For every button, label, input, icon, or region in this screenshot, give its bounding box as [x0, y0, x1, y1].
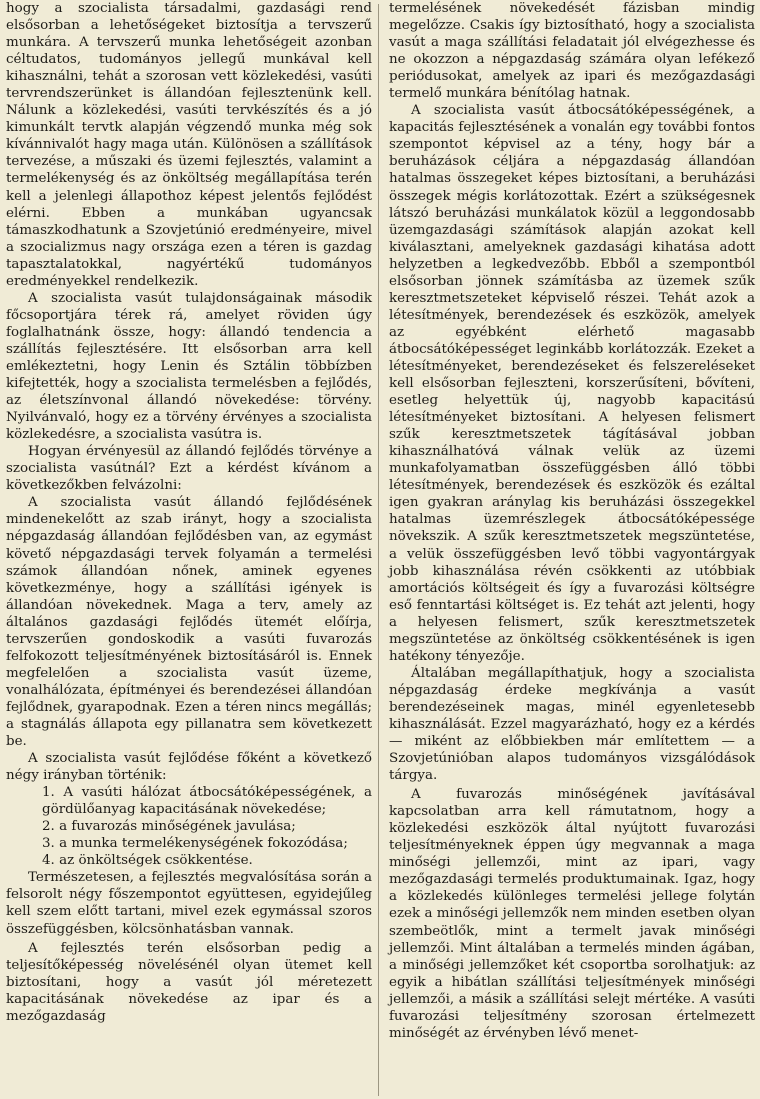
left-paragraph-4: A szocialista vasút állandó fejlődésének mindenekelőtt az szab irányt, hogy a szocialista népgazdaság állandóan fejlődésben van, az egymást követő népgazdasági tervek folyamán a termelési számok állandóan nőnek, aminek egyenes következménye, hogy a szállítási igények is állandóan növekednek. Maga a terv, amely az általános gazdasági fejlődés ütemét előírja, tervszerűen gondoskodik a vasúti fuvarozás felfokozott teljesítményének biztosításáról is. Ennek megfelelően a szocialista vasút üzeme, vonalhálózata, építményei és berendezései állandóan fejlődnek, gyarapodnak. Ezen a téren nincs megállás; a stagnálás állapota egy pillanatra sem következett be.: [6, 495, 372, 750]
list-item: 1. A vasúti hálózat átbocsátóképességének, a gördülőanyag kapacitásának növekedése;: [42, 785, 372, 818]
right-column: [389, 0, 755, 1042]
right-paragraph-1: termelésének növekedését fázisban mindig megelőzze. Csakis így biztosítható, hogy a szocialista vasút a maga szállítási feladatait jól elvégezhesse és ne okozzon a népgazdaság számára olyan lefékező periódusokat, amelyek az ipari és mezőgazdasági termelő munkára bénítólag hatnak.: [389, 1, 755, 102]
left-paragraph-7: A fejlesztés terén elsősorban pedig a teljesítőképesség növelésénél olyan ütemet kell biztosítani, hogy a vasút jól méretezett kapacitásának növekedése az ipar és a mezőgazdaság: [6, 940, 372, 1024]
right-paragraph-2: A szocialista vasút átbocsátóképességének, a kapacitás fejlesztésének a vonalán egy további fontos szempontot képvisel az a tény, hogy bár a beruházások céljára a népgazdaság állandóan hatalmas összegeket képes biztosítani, a beruházási összegek mégis korlátozottak. Ezért a szükségesnek látszó beruházási munkálatok közül a leggondosabb üzemgazdasági számítások alapján azokat kell kiválasztani, amelyeknek gazdasági kihatása adott helyzetben a legkedvezőbb. Ebből a szempontból elsősorban jönnek számításba az üzemek szűk keresztmetszeteket képviselő részei. Tehát azok a létesítmények, berendezések és eszközök, amelyek az egyébként elérhető magasabb átbocsátóképességet leginkább korlátozzák. Ezeket a létesítményeket, berendezéseket és felszereléseket kell elsősorban fejleszteni, korszerűsíteni, bővíteni, esetleg helyettük új, nagyobb kapacitású létesítményeket biztosítani. A helyesen felismert szűk keresztmetszetek tágításával jobban kihasználhatóvá válnak velük az üzemi munkafolyamatban összefüggésben álló többi létesítmények, berendezések és eszközök és ezáltal igen gyakran aránylag kis beruházási összegekkel hatalmas üzemrészlegek átbocsátóképessége növekszik. A szűk keresztmetszetek megszüntetése, a velük összefüggésben levő többi vagyontárgyak jobb kihasználása révén csökkenti az utóbbiak amortációs költségeit és így a fuvarozási költségre eső fenntartási költséget is. Ez tehát azt jelenti, hogy a helyesen felismert, szűk keresztmetszetek megszüntetése az önköltség csökkentésének is igen hatékony tényezője.: [389, 103, 755, 664]
left-paragraph-3: Hogyan érvényesül az állandó fejlődés törvénye a szocialista vasútnál? Ezt a kérdést kívánom a következőkben felvázolni:: [6, 444, 372, 494]
left-paragraph-2: A szocialista vasút tulajdonságainak második főcsoportjára térek rá, amelyet röviden úgy foglalhatnánk össze, hogy: állandó tendencia a szállítás fejlesztésére. Itt elsősorban arra kell emlékeztetni, hogy Lenin és Sztálin többízben kifejtették, hogy a szocialista termelésben a fejlődés, az életszínvonal állandó növekedése: törvény. Nyilvánvaló, hogy ez a törvény érvényes a szocialista közlekedésre, a szocialista vasútra is.: [6, 290, 372, 443]
right-paragraph-4: A fuvarozás minőségének javításával kapcsolatban arra kell rámutatnom, hogy a közlekedési eszközök által nyújtott fuvarozási teljesítményeknek éppen úgy megvannak a maga minőségi jellemzői, mint az ipari, vagy mezőgazdasági termelés produktumainak. Igaz, hogy a közlekedés különleges termelési jellege folytán ezek a minőségi jellemzők nem minden esetben olyan szembeötlők, mint a termelt javak minőségi jellemzői. Mint általában a termelés minden ágában, a minőségi jellemzőket két csoportba sorolhatjuk: az egyik a hibátlan szállítási teljesítmények minőségi jellemzői, a másik a szállítási selejt mértéke. A vasúti fuvarozási teljesítmény szorosan értelmezett minőségét az érvényben lévő menet-: [389, 787, 755, 1041]
left-paragraph-1: hogy a szocialista társadalmi, gazdasági rend elsősorban a lehetőségeket biztosítja a tervszerű munkára. A tervszerű munka lehetőségeit azonban céltudatos, tudományos jellegű munkával kell kihasználni, tehát a szorosan vett közlekedési, vasúti tervrendszerünket is állandóan fejlesztenünk kell. Nálunk a közlekedési, vasúti tervkészítés és a jó kimunkált tervtk alapján végzendő munka még sok kívánnivalót hagy maga után. Különösen a szállítások tervezése, a műszaki és üzemi fejlesztés, valamint a termelékenység és az önköltség megállapítása terén kell a jelenlegi állapothoz képest jelentős fejlődést elérni. Ebben a munkában ugyancsak támaszkodhatunk a Szovjetúnió eredményeire, mivel a szocializmus nagy országa ezen a téren is gazdag tapasztalatokkal, nagyértékű tudományos eredményekkel rendelkezik.: [6, 1, 372, 289]
left-column: [6, 0, 372, 1025]
left-paragraph-6: Természetesen, a fejlesztés megvalósítása során a felsorolt négy főszempontot együttesen, egyidejűleg kell szem előtt tartani, mivel ezek egymással szoros összefüggésben, kölcsönhatásban vannak.: [6, 870, 372, 937]
list-item: 4. az önköltségek csökkentése.: [42, 853, 253, 869]
list-item: 3. a munka termelékenységének fokozódása;: [42, 836, 348, 852]
column-divider: [378, 4, 379, 1096]
left-paragraph-5: A szocialista vasút fejlődése főként a következő négy irányban történik:: [6, 751, 372, 784]
right-paragraph-3: Általában megállapíthatjuk, hogy a szocialista népgazdaság érdeke megkívánja a vasút berendezéseinek magas, minél egyenletesebb kihasználását. Ezzel magyarázható, hogy ez a kérdés — miként az előbbiekben már említettem — a Szovjetúnióban alapos tudományos vizsgálódások tárgya.: [389, 665, 755, 784]
list-item: 2. a fuvarozás minőségének javulása;: [42, 819, 296, 835]
development-directions-list: [6, 784, 372, 869]
